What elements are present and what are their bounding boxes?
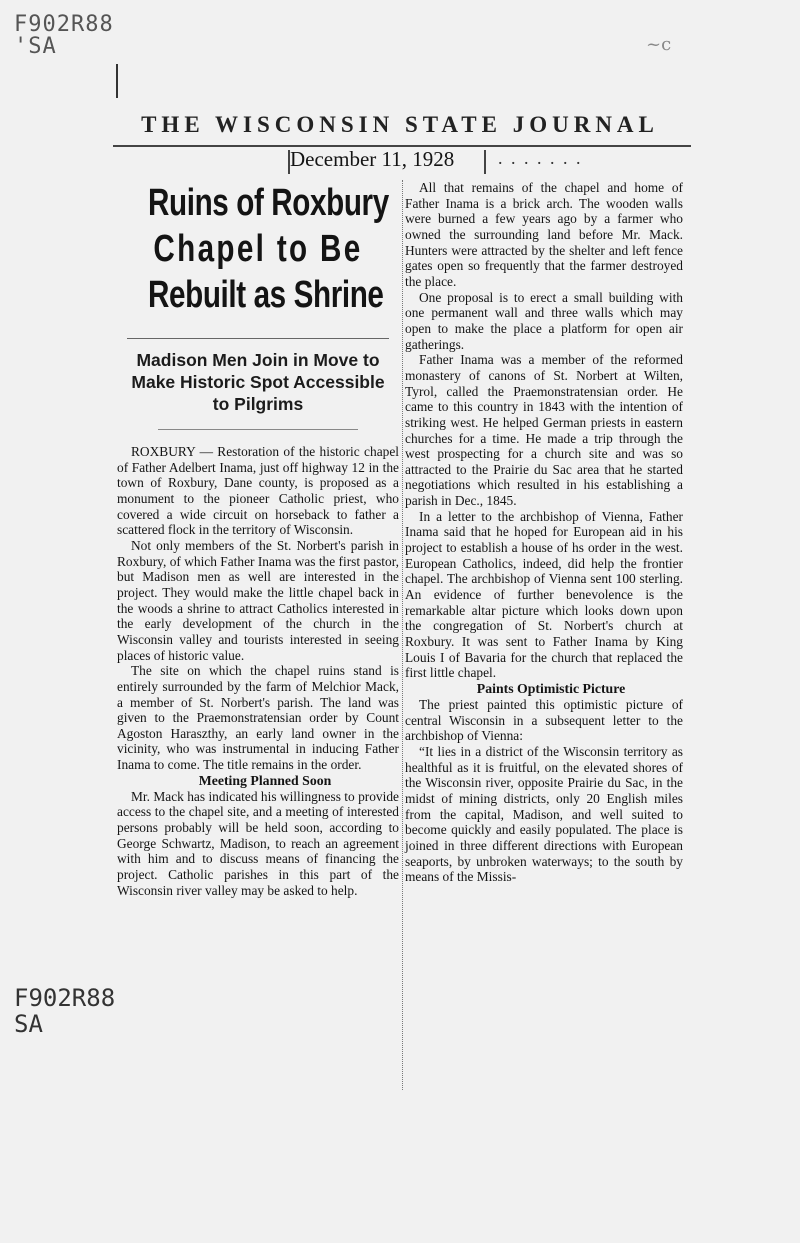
paragraph: Not only members of the St. Norbert's parish in Roxbury, of which Father Inama was the first pastor, but Madison men as well are interested in the project. They would make the little chapel back in the woods a shrine to attract Catholics interested in the early development of the church in the Wisconsin valley and tourists interested in seeing places of historic value. xyxy=(117,537,399,663)
newspaper-masthead: THE WISCONSIN STATE JOURNAL xyxy=(141,112,659,137)
paragraph: Father Inama was a member of the reformed monastery of canons of St. Norbert at Wilten, Tyrol, called the Praemonstratensian order. He came to this country in 1843 with the intention of striking west. He helped German priests in eastern churches for a time. He made a trip through the west prospecting for a church site and was so attracted to the Prairie du Sac area that he started negotiations which resulted in his establishing a parish in Dec., 1845. xyxy=(405,352,683,509)
headline-rule xyxy=(127,338,389,339)
paragraph: The site on which the chapel ruins stand is entirely surrounded by the farm of Melchior Mack, a member of St. Norbert's parish. The land was given to the Praemonstratensian order by Count Agoston Haraszthy, an early land owner in the vicinity, who was instrumental in inducing Father Inama to come. The title remains in the order. xyxy=(117,663,399,773)
publication-date: December 11, 1928 xyxy=(290,147,455,171)
paragraph: ROXBURY — Restoration of the historic chapel of Father Adelbert Inama, just off highway 12 in the town of Roxbury, Dane county, is proposed as a monument to the pioneer Catholic priest, who covered a wide circuit on horseback to father a scattered flock in the territory of Wisconsin. xyxy=(117,444,399,538)
headline-line-2: Chapel to Be xyxy=(153,228,363,270)
print-dots: . . . . . . . xyxy=(498,148,583,168)
article-body-left xyxy=(117,444,399,898)
article-body-right xyxy=(405,180,683,885)
paragraph: The priest painted this optimistic picture of central Wisconsin in a subsequent letter to the archbishop of Vienna: xyxy=(405,697,683,744)
subhead-rule xyxy=(158,429,358,430)
date-divider-right xyxy=(484,150,486,174)
paragraph: “It lies in a district of the Wisconsin territory as healthful as it is fruitful, on the elevated shores of the Wisconsin river, opposite Prairie du Sac, in the midst of mining districts, only 20 English miles from the capital, Madison, and well suited to become quickly and easily populated. The place is joined in three different directions with European seaports, by unbroken waterways; to the south by means of the Missis- xyxy=(405,743,683,885)
pencil-mark xyxy=(116,64,118,98)
section-heading: Meeting Planned Soon xyxy=(198,772,332,788)
paragraph: Mr. Mack has indicated his willingness to provide access to the chapel site, and a meeting of interested persons probably will be held soon, according to George Schwartz, Madison, to reach an agreement with him and to discuss means of financing the project. Catholic parishes in this part of the Wisconsin river valley may be asked to help. xyxy=(117,788,399,898)
headline-line-3: Rebuilt as Shrine xyxy=(148,274,384,316)
section-heading: Paints Optimistic Picture xyxy=(476,681,626,696)
paragraph: All that remains of the chapel and home of Father Inama is a brick arch. The wooden walls were burned a few years ago by a farmer who owned the surrounding land before Mr. Mack. Hunters were attracted by the shelter and left fence gates open so frequently that the farmer destroyed the place. xyxy=(405,180,683,289)
paragraph: One proposal is to erect a small building with one permanent wall and three walls which may open to make the place a platform for open air gatherings. xyxy=(405,289,683,352)
archive-call-number-top: F902R88 'SA xyxy=(14,12,114,59)
article-column-left xyxy=(117,176,399,1090)
article-headline xyxy=(148,180,389,330)
article-subhead: Madison Men Join in Move to Make Historic Spot Accessible to Pilgrims xyxy=(131,350,385,414)
archive-corner-mark: ~c xyxy=(646,34,672,55)
article-column-right xyxy=(402,180,683,1090)
paragraph: In a letter to the archbishop of Vienna, Father Inama said that he hoped for European aid in his project to establish a house of hs order in the west. European Catholics, indeed, did help the frontier chapel. The archbishop of Vienna sent 100 sterling. An evidence of further benevolence is the remarkable altar picture which looks down upon the congregation of St. Norbert's church at Roxbury. It was sent to Father Inama by King Louis I of Bavaria for the church that replaced the first little chapel. xyxy=(405,508,683,681)
archive-call-number-side: F902R88 SA xyxy=(14,984,116,1038)
headline-line-1: Ruins of Roxbury xyxy=(148,182,389,224)
